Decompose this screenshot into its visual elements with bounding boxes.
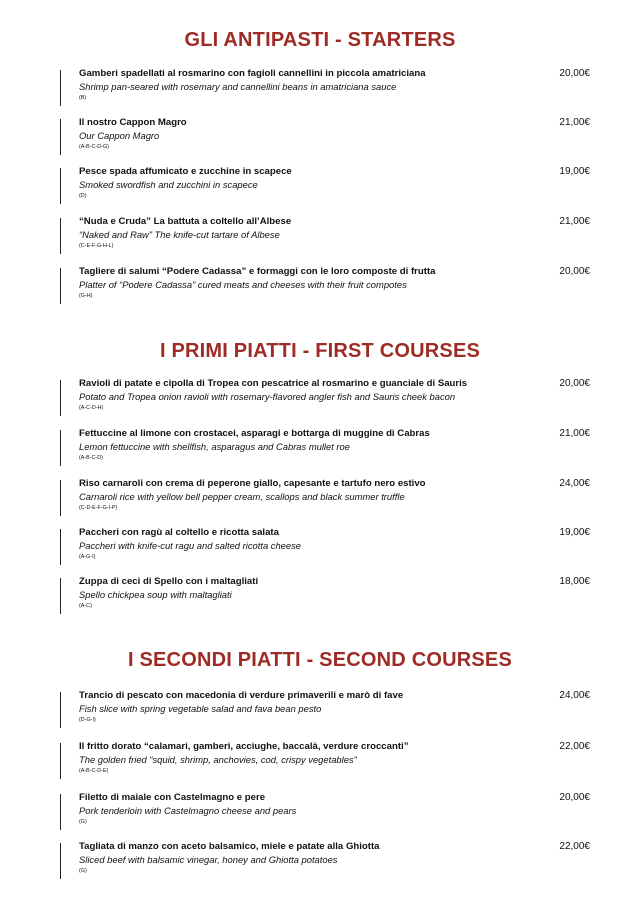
section-second-courses [0, 648, 640, 672]
dish-name-it: Tagliata di manzo con aceto balsamico, miele e patate alla Ghiotta [79, 841, 380, 852]
dish-name-en: “Naked and Raw” The knife-cut tartare of Albese [79, 229, 280, 240]
allergen-codes: (A-B-C-D) [79, 455, 103, 461]
dish-name-it: Tagliere di salumi “Podere Cadassa” e formaggi con le loro composte di frutta [79, 266, 436, 277]
dish-name-en: Platter of “Podere Cadassa” cured meats and cheeses with their fruit compotes [79, 279, 407, 290]
dish-name-en: Our Cappon Magro [79, 130, 160, 141]
dish-price: 20,00€ [559, 378, 590, 389]
item-divider-bar [60, 218, 61, 254]
dish-name-it: Il nostro Cappon Magro [79, 117, 187, 128]
menu-item [60, 216, 590, 256]
section-first-courses [0, 339, 640, 363]
dish-name-it: Pesce spada affumicato e zucchine in scapece [79, 166, 292, 177]
dish-price: 19,00€ [559, 166, 590, 177]
dish-name-it: Zuppa di ceci di Spello con i maltagliati [79, 576, 259, 587]
dish-price: 22,00€ [559, 741, 590, 752]
dish-name-it: Riso carnaroli con crema di peperone giallo, capesante e tartufo nero estivo [79, 478, 426, 489]
dish-name-it: Il fritto dorato “calamari, gamberi, acciughe, baccalà, verdure croccanti” [79, 741, 409, 752]
dish-name-it: Ravioli di patate e cipolla di Tropea con pescatrice al rosmarino e guanciale di Sauris [79, 378, 468, 389]
menu-item [60, 792, 590, 832]
dish-name-en: Shrimp pan-seared with rosemary and cannellini beans in amatriciana sauce [79, 81, 397, 92]
dish-name-en: Potato and Tropea onion ravioli with rosemary-flavored angler fish and Sauris cheek bacon [79, 391, 456, 402]
item-divider-bar [60, 70, 61, 106]
item-divider-bar [60, 119, 61, 155]
section-starters [0, 28, 640, 52]
menu-item [60, 166, 590, 206]
dish-name-en: Lemon fettuccine with shellfish, asparagus and Cabras mullet roe [79, 441, 350, 452]
allergen-codes: (A-B-C-D-G) [79, 144, 109, 150]
menu-item [60, 428, 590, 468]
allergen-codes: (D) [79, 193, 87, 199]
dish-name-en: Smoked swordfish and zucchini in scapece [79, 179, 258, 190]
item-divider-bar [60, 480, 61, 516]
dish-price: 24,00€ [559, 478, 590, 489]
allergen-codes: (G) [79, 819, 87, 825]
item-divider-bar [60, 843, 61, 879]
dish-name-en: Fish slice with spring vegetable salad and fava bean pesto [79, 703, 322, 714]
menu-item [60, 117, 590, 157]
item-divider-bar [60, 529, 61, 565]
dish-price: 20,00€ [559, 792, 590, 803]
dish-name-it: “Nuda e Cruda” La battuta a coltello all’Albese [79, 216, 292, 227]
section-title: I SECONDI PIATTI - SECOND COURSES [127, 649, 513, 671]
dish-name-en: Carnaroli rice with yellow bell pepper cream, scallops and black summer truffle [79, 491, 405, 502]
dish-name-it: Filetto di maiale con Castelmagno e pere [79, 792, 266, 803]
menu-item [60, 478, 590, 518]
allergen-codes: (C-E-F-G-H-L) [79, 243, 114, 249]
item-divider-bar [60, 578, 61, 614]
menu-item [60, 68, 590, 108]
allergen-codes: (C-D-E-F-G-I-P) [79, 505, 118, 511]
item-divider-bar [60, 168, 61, 204]
menu-item [60, 841, 590, 881]
dish-name-en: Pork tenderloin with Castelmagno cheese and pears [79, 805, 297, 816]
menu-item [60, 378, 590, 418]
dish-price: 22,00€ [559, 841, 590, 852]
section-title: I PRIMI PIATTI - FIRST COURSES [159, 340, 481, 362]
dish-price: 21,00€ [559, 117, 590, 128]
dish-name-en: The golden fried “squid, shrimp, anchovies, cod, crispy vegetables” [79, 754, 357, 765]
dish-price: 18,00€ [559, 576, 590, 587]
allergen-codes: (A-G-I) [79, 554, 96, 560]
dish-name-it: Fettuccine al limone con crostacei, asparagi e bottarga di muggine di Cabras [79, 428, 430, 439]
dish-price: 20,00€ [559, 266, 590, 277]
item-divider-bar [60, 743, 61, 779]
dish-price: 19,00€ [559, 527, 590, 538]
menu-item [60, 576, 590, 616]
dish-price: 21,00€ [559, 428, 590, 439]
item-divider-bar [60, 268, 61, 304]
item-divider-bar [60, 794, 61, 830]
allergen-codes: (D-G-I) [79, 717, 96, 723]
dish-price: 20,00€ [559, 68, 590, 79]
dish-name-en: Paccheri with knife-cut ragu and salted ricotta cheese [79, 540, 301, 551]
menu-item [60, 741, 590, 781]
dish-price: 21,00€ [559, 216, 590, 227]
dish-price: 24,00€ [559, 690, 590, 701]
item-divider-bar [60, 380, 61, 416]
section-title: GLI ANTIPASTI - STARTERS [184, 29, 456, 51]
allergen-codes: (G) [79, 868, 87, 874]
allergen-codes: (G-H) [79, 293, 93, 299]
allergen-codes: (B) [79, 95, 87, 101]
dish-name-en: Spello chickpea soup with maltagliati [79, 589, 232, 600]
menu-item [60, 690, 590, 730]
menu-item [60, 266, 590, 306]
dish-name-it: Gamberi spadellati al rosmarino con fagioli cannellini in piccola amatriciana [79, 68, 426, 79]
dish-name-it: Trancio di pescato con macedonia di verdure primaverili e marò di fave [79, 690, 404, 701]
allergen-codes: (A-B-C-D-E) [79, 768, 109, 774]
dish-name-en: Sliced beef with balsamic vinegar, honey and Ghiotta potatoes [79, 854, 338, 865]
allergen-codes: (A-C-D-H) [79, 405, 104, 411]
dish-name-it: Paccheri con ragù al coltello e ricotta salata [79, 527, 279, 538]
item-divider-bar [60, 692, 61, 728]
item-divider-bar [60, 430, 61, 466]
menu-item [60, 527, 590, 567]
allergen-codes: (A-C) [79, 603, 92, 609]
